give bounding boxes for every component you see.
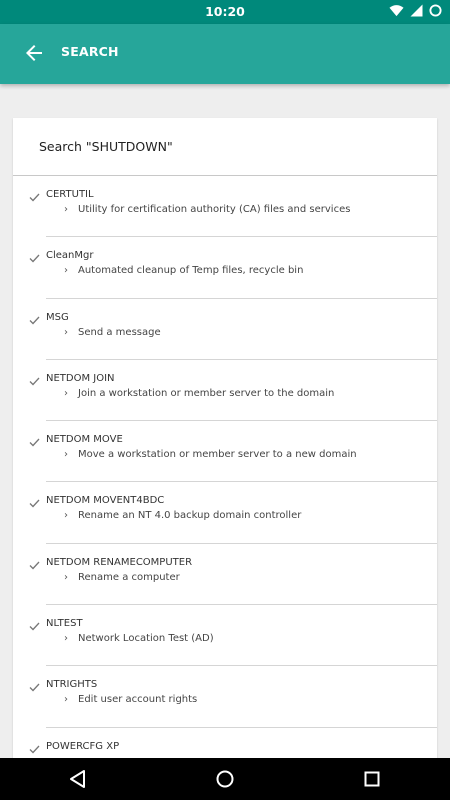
- search-header: [13, 118, 437, 176]
- list-item[interactable]: [13, 421, 437, 482]
- description-text: Network Location Test (AD): [78, 633, 214, 645]
- description-text: Rename a computer: [78, 571, 180, 583]
- list-item[interactable]: [13, 666, 437, 727]
- wifi-icon: [389, 4, 404, 17]
- command-description: [64, 633, 214, 644]
- results-list: [13, 176, 437, 768]
- chevron-right-icon: ›: [64, 510, 68, 522]
- command-name: NTRIGHTS: [46, 679, 98, 691]
- recents-square-icon[interactable]: [360, 767, 384, 791]
- command-name: NLTEST: [46, 618, 83, 630]
- check-icon: [29, 745, 40, 754]
- status-bar: [0, 0, 450, 24]
- command-name: NETDOM RENAMECOMPUTER: [46, 556, 193, 568]
- command-description: [64, 265, 303, 276]
- list-item[interactable]: [13, 176, 437, 237]
- command-name: MSG: [46, 311, 69, 323]
- command-name: NETDOM MOVE: [46, 434, 123, 446]
- check-icon: [29, 438, 40, 447]
- check-icon: [29, 377, 40, 386]
- check-icon: [29, 683, 40, 692]
- command-name: CleanMgr: [46, 250, 94, 262]
- command-description: [64, 449, 357, 460]
- check-icon: [29, 316, 40, 325]
- command-description: [64, 510, 301, 521]
- command-name: CERTUTIL: [46, 189, 94, 200]
- cell-signal-icon: [410, 4, 423, 17]
- battery-icon: [429, 4, 442, 17]
- command-description: [64, 572, 180, 583]
- page-title: SEARCH: [61, 44, 119, 59]
- list-item[interactable]: [13, 482, 437, 543]
- command-name: NETDOM MOVENT4BDC: [46, 495, 165, 507]
- list-item[interactable]: [13, 237, 437, 298]
- command-name: NETDOM JOIN: [46, 372, 115, 384]
- chevron-right-icon: ›: [64, 633, 68, 645]
- arrow-left-icon[interactable]: [22, 41, 46, 65]
- back-triangle-icon[interactable]: [66, 767, 90, 791]
- check-icon: [29, 193, 40, 202]
- chevron-right-icon: ›: [64, 571, 68, 583]
- check-icon: [29, 561, 40, 570]
- description-text: Move a workstation or member server to a new domain: [78, 449, 357, 461]
- command-description: [64, 327, 161, 338]
- description-text: Rename an NT 4.0 backup domain controller: [78, 510, 302, 522]
- check-icon: [29, 254, 40, 263]
- status-icons: [389, 4, 442, 17]
- app-bar: [0, 24, 450, 84]
- chevron-right-icon: ›: [64, 204, 68, 215]
- list-item[interactable]: [13, 360, 437, 421]
- description-text: Utility for certification authority (CA) files and services: [78, 204, 351, 215]
- description-text: Automated cleanup of Temp files, recycle bin: [78, 265, 304, 277]
- search-query-label: Search "SHUTDOWN": [39, 139, 173, 154]
- chevron-right-icon: ›: [64, 265, 68, 277]
- chevron-right-icon: ›: [64, 449, 68, 461]
- description-text: Join a workstation or member server to the domain: [78, 387, 335, 399]
- list-item[interactable]: [13, 299, 437, 360]
- command-description: [64, 388, 334, 399]
- description-text: Edit user account rights: [78, 694, 198, 706]
- status-time: 10:20: [205, 4, 245, 19]
- home-circle-icon[interactable]: [213, 767, 237, 791]
- check-icon: [29, 622, 40, 631]
- list-item[interactable]: [13, 605, 437, 666]
- results-card: [13, 118, 437, 768]
- navigation-bar: [0, 758, 450, 800]
- list-item[interactable]: [13, 544, 437, 605]
- description-text: Send a message: [78, 326, 161, 338]
- chevron-right-icon: ›: [64, 694, 68, 706]
- command-name: POWERCFG XP: [46, 740, 120, 752]
- command-description: [64, 204, 350, 215]
- command-description: [64, 694, 197, 705]
- check-icon: [29, 499, 40, 508]
- chevron-right-icon: ›: [64, 387, 68, 399]
- chevron-right-icon: ›: [64, 326, 68, 338]
